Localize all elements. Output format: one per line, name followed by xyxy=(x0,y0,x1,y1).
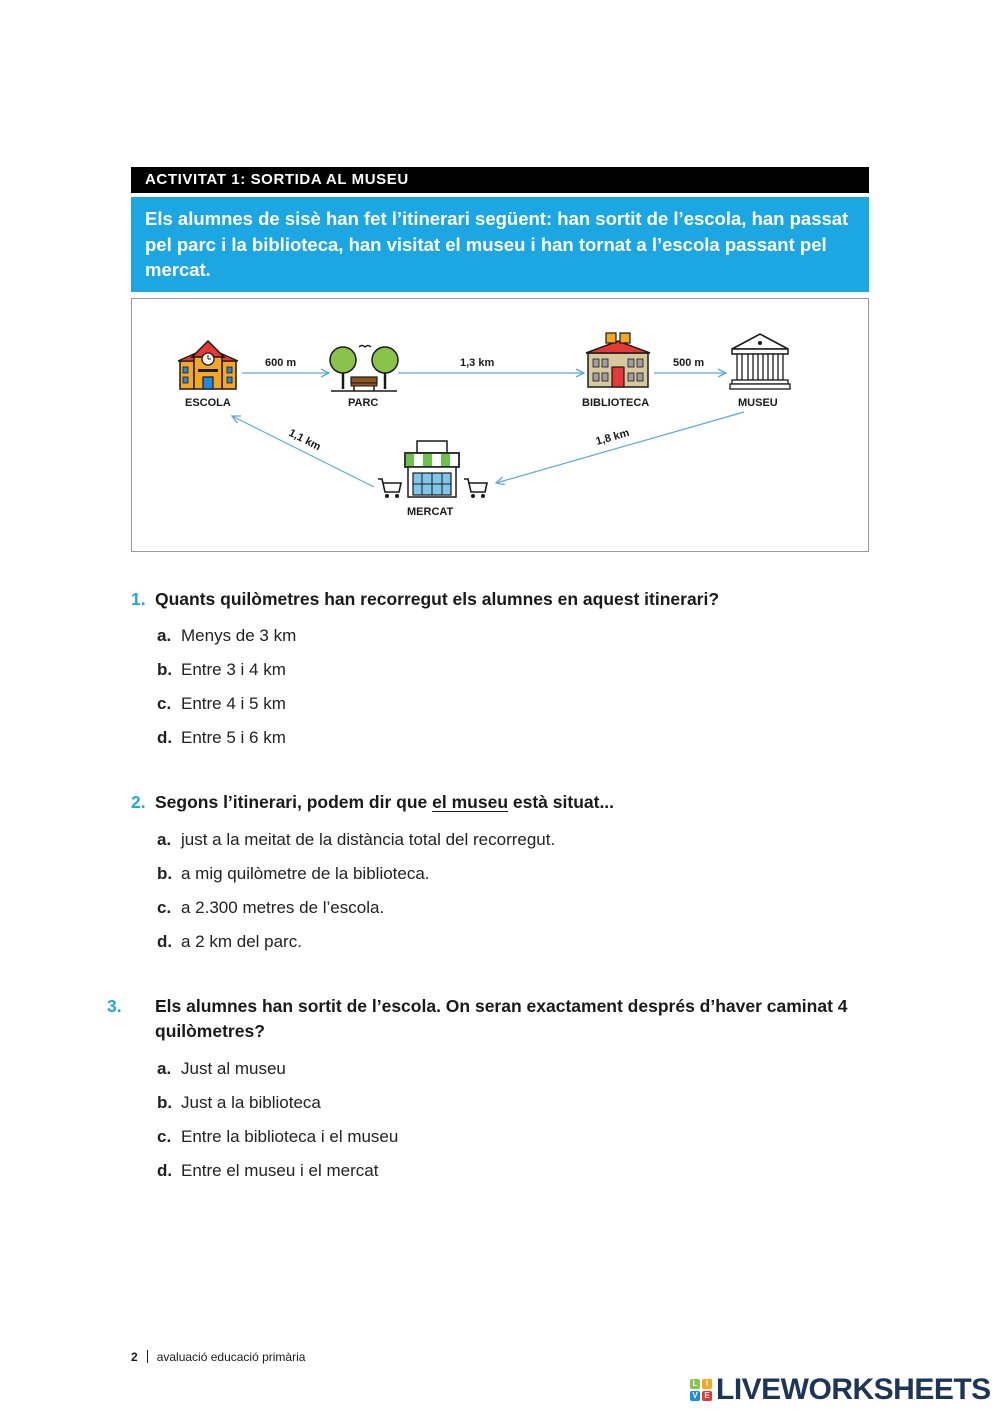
option-3c[interactable] xyxy=(157,1126,398,1148)
option-text: Menys de 3 km xyxy=(181,626,297,645)
activity-intro: Els alumnes de sisè han fet l’itinerari següent: han sortit de l’escola, han passat pel parc i la biblioteca, han visitat el museu i han tornat a l’escola passant pel mercat. xyxy=(131,197,869,292)
question-3 xyxy=(107,994,876,1044)
option-text: Entre el museu i el mercat xyxy=(181,1161,379,1180)
place-label-museu: MUSEU xyxy=(738,397,778,409)
museum-icon xyxy=(730,334,790,389)
option-letter: b. xyxy=(157,864,173,883)
distance-museu-mercat: 1,8 km xyxy=(594,426,631,448)
option-letter: d. xyxy=(157,932,173,951)
question-1 xyxy=(131,587,876,612)
question-number: 2. xyxy=(131,792,146,812)
option-text: a 2.300 metres de l’escola. xyxy=(181,898,385,917)
liveworksheets-brand[interactable] xyxy=(690,1374,991,1406)
liveworksheets-logo-icon xyxy=(690,1379,712,1401)
option-letter: c. xyxy=(157,898,172,917)
page-number: 2 xyxy=(131,1350,138,1364)
distance-escola-parc: 600 m xyxy=(265,357,297,369)
option-letter: c. xyxy=(157,1127,172,1146)
option-2d[interactable] xyxy=(157,931,302,953)
school-icon xyxy=(178,341,238,389)
option-letter: a. xyxy=(157,1059,172,1078)
option-text: Entre la biblioteca i el museu xyxy=(181,1127,399,1146)
option-text: Just al museu xyxy=(181,1059,286,1078)
park-icon xyxy=(330,346,398,392)
itinerary-map xyxy=(131,298,869,552)
distance-parc-biblioteca: 1,3 km xyxy=(460,357,495,369)
option-3a[interactable] xyxy=(157,1058,286,1080)
option-1c[interactable] xyxy=(157,693,286,715)
itinerary-diagram xyxy=(132,299,870,553)
logo-letter: V xyxy=(690,1391,700,1401)
option-1a[interactable] xyxy=(157,625,296,647)
market-icon xyxy=(405,441,459,497)
option-letter: c. xyxy=(157,694,172,713)
library-icon xyxy=(586,333,650,387)
distance-biblioteca-museu: 500 m xyxy=(673,357,705,369)
question-text-underlined: el museu xyxy=(432,792,509,812)
option-text: Entre 3 i 4 km xyxy=(181,660,286,679)
option-text: a 2 km del parc. xyxy=(181,932,302,951)
logo-letter: E xyxy=(702,1391,712,1401)
option-text: Entre 4 i 5 km xyxy=(181,694,286,713)
logo-letter: L xyxy=(690,1379,700,1389)
place-label-mercat: MERCAT xyxy=(407,506,454,518)
question-text-after: està situat... xyxy=(508,792,615,812)
logo-letter: I xyxy=(702,1379,712,1389)
arrow-mercat-escola xyxy=(232,416,374,487)
option-2c[interactable] xyxy=(157,897,384,919)
option-letter: a. xyxy=(157,830,172,849)
option-2a[interactable] xyxy=(157,829,555,851)
option-1b[interactable] xyxy=(157,659,286,681)
footer-divider xyxy=(147,1350,148,1363)
option-text: Entre 5 i 6 km xyxy=(181,728,286,747)
question-2 xyxy=(131,790,876,815)
option-2b[interactable] xyxy=(157,863,430,885)
option-text: Just a la biblioteca xyxy=(181,1093,321,1112)
place-label-escola: ESCOLA xyxy=(185,397,231,409)
option-3d[interactable] xyxy=(157,1160,378,1182)
liveworksheets-name: LIVEWORKSHEETS xyxy=(716,1373,991,1406)
arrow-museu-mercat xyxy=(496,412,744,483)
option-letter: d. xyxy=(157,1161,173,1180)
question-number: 1. xyxy=(131,589,146,609)
question-text-before: Segons l’itinerari, podem dir que xyxy=(155,792,433,812)
question-number: 3. xyxy=(107,996,122,1016)
option-text: just a la meitat de la distància total del recorregut. xyxy=(181,830,556,849)
option-letter: b. xyxy=(157,660,173,679)
option-3b[interactable] xyxy=(157,1092,321,1114)
activity-title: ACTIVITAT 1: SORTIDA AL MUSEU xyxy=(131,167,869,193)
cart-icon xyxy=(464,479,487,498)
option-letter: d. xyxy=(157,728,173,747)
question-text: Quants quilòmetres han recorregut els alumnes en aquest itinerari? xyxy=(155,589,720,609)
place-label-biblioteca: BIBLIOTECA xyxy=(582,397,650,409)
option-text: a mig quilòmetre de la biblioteca. xyxy=(181,864,430,883)
question-text: Els alumnes han sortit de l’escola. On seran exactament després d’haver caminat 4 quilòmetres? xyxy=(155,996,848,1041)
option-letter: a. xyxy=(157,626,172,645)
cart-icon xyxy=(378,479,401,498)
option-letter: b. xyxy=(157,1093,173,1112)
option-1d[interactable] xyxy=(157,727,286,749)
place-label-parc: PARC xyxy=(348,397,379,409)
page-footer xyxy=(131,1350,305,1364)
footer-text: avaluació educació primària xyxy=(156,1350,306,1364)
distance-mercat-escola: 1,1 km xyxy=(286,426,323,454)
